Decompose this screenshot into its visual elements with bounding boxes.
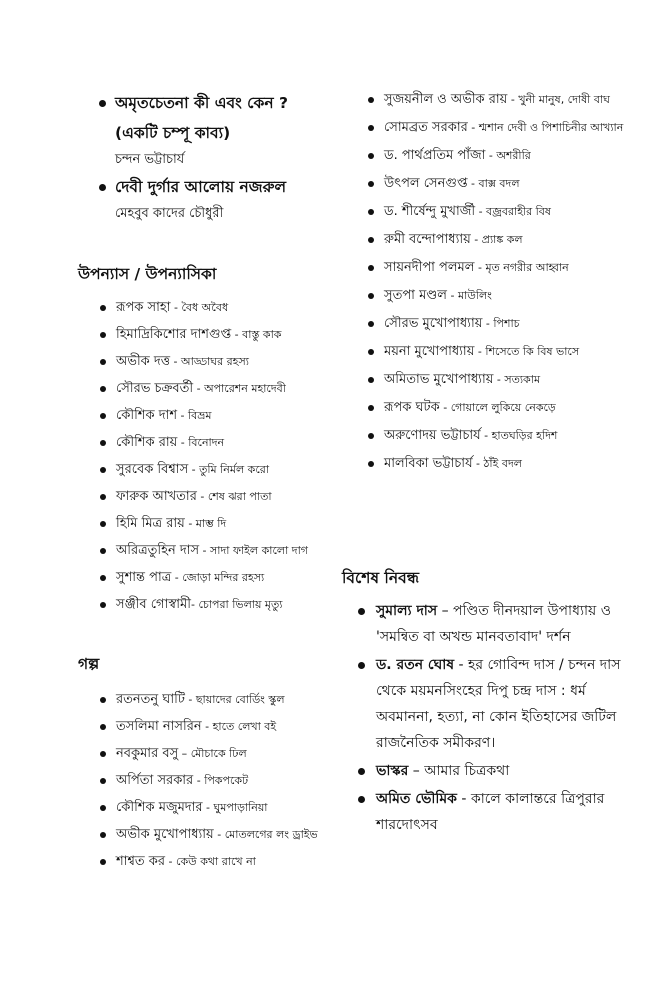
- featured-author: মেহবুব কাদের চৌধুরী: [115, 206, 224, 221]
- item-author: ভাস্কর: [376, 763, 409, 779]
- item-title: মাম্ভ দি: [195, 517, 227, 530]
- item-separator: -: [482, 317, 494, 330]
- list-item: [376, 652, 636, 756]
- item-title: ঠাঁই বদল: [483, 457, 522, 470]
- featured-item: [115, 172, 325, 226]
- novels-left-list: [116, 294, 328, 618]
- list-item: [116, 686, 328, 713]
- list-item: [116, 713, 328, 740]
- item-title: কেউ কথা রাখে না: [175, 855, 256, 868]
- item-separator: -: [454, 657, 468, 673]
- list-item: [384, 338, 644, 365]
- item-separator: -: [439, 401, 451, 414]
- item-title: প্র্যাঙ্ক কল: [481, 233, 523, 246]
- item-separator: -: [480, 429, 492, 442]
- item-author: অরিত্রতুহিন দাস: [116, 543, 200, 558]
- list-item: [384, 226, 644, 253]
- list-item: [384, 142, 644, 169]
- featured-title: অমৃতচেতনা কী এবং কেন ? (একটি চম্পূ কাব্য): [115, 94, 288, 142]
- item-author: কৌশিক দাশ: [116, 408, 178, 423]
- list-item: [116, 740, 328, 767]
- list-item: [116, 483, 328, 510]
- item-separator: -: [193, 774, 205, 787]
- item-title: সত্যকাম: [504, 373, 541, 386]
- item-separator: -: [170, 355, 181, 368]
- list-item: [384, 198, 644, 225]
- item-author: অর্পিতা সরকার: [116, 773, 194, 788]
- item-title: বৈধ অবৈধ: [181, 301, 229, 314]
- item-author: ড. শীর্ষেন্দু মুখার্জী: [384, 204, 476, 219]
- list-item: [384, 366, 644, 393]
- item-separator: -: [202, 801, 214, 814]
- item-separator: -: [475, 205, 487, 218]
- item-title: গোয়ালে লুকিয়ে নেকড়ে: [450, 401, 556, 414]
- item-title: তুমি নির্মল করো: [199, 463, 270, 476]
- item-author: মালবিকা ভট্টাচার্য: [384, 456, 473, 471]
- item-title: বাক্স বদল: [478, 177, 520, 190]
- item-separator: -: [177, 409, 188, 422]
- item-separator: -: [485, 149, 497, 162]
- list-item: [384, 394, 644, 421]
- item-author: অমিতাভ মুখোপাধ্যায়: [384, 372, 494, 387]
- item-title: হাতঘড়ির হদিশ: [491, 429, 558, 442]
- item-author: উৎপল সেনগুপ্ত: [384, 176, 468, 191]
- item-author: ফারুক আখতার: [116, 489, 197, 504]
- item-author: সুতপা মণ্ডল: [384, 288, 447, 303]
- item-separator: -: [171, 571, 183, 584]
- item-title: হাতে লেখা বই: [212, 720, 277, 733]
- list-item: [116, 537, 328, 564]
- item-title: অপারেশন মহাদেবী: [204, 382, 286, 395]
- featured-list: [115, 88, 325, 226]
- list-item: [384, 450, 644, 477]
- list-item: [384, 86, 644, 113]
- item-title: বিনোদন: [188, 436, 225, 449]
- item-title: অশরীরি: [496, 149, 531, 162]
- item-title: শেষ ঝরা পাতা: [207, 490, 272, 503]
- item-title: সাদা ফাইল কালো দাগ: [210, 544, 308, 557]
- stories-list: [116, 686, 328, 875]
- item-separator: –: [178, 747, 191, 760]
- item-separator: -: [165, 855, 176, 868]
- item-author: রতনতনু ঘাটি: [116, 692, 185, 707]
- item-author: সোমব্রত সরকার: [384, 120, 468, 135]
- list-item: [116, 402, 328, 429]
- item-author: সঞ্জীব গোস্বামী: [116, 597, 191, 612]
- item-title: পণ্ডিত দীনদয়াল উপাধ্যায় ও 'সমন্বিত বা অখন্ড মানবতাবাদ' দর্শন: [376, 603, 612, 645]
- list-item: [376, 786, 636, 838]
- item-title: মাউলিং: [457, 289, 492, 302]
- item-separator: -: [493, 373, 505, 386]
- section-heading-stories: গল্প: [78, 655, 100, 673]
- list-item: [116, 456, 328, 483]
- item-title: শিসেতে কি বিষ ভাসে: [485, 345, 580, 358]
- item-author: ড. পার্থপ্রতিম পাঁজা: [384, 148, 486, 163]
- item-title: আড্ডাঘর রহস্য: [181, 355, 249, 368]
- list-item: [384, 114, 644, 141]
- novels-right-list: [384, 86, 644, 478]
- section-heading-novels: উপন্যাস / উপন্যাসিকা: [78, 265, 217, 283]
- item-author: অভীক দত্ত: [116, 354, 171, 369]
- item-author: কৌশিক রায়: [116, 435, 178, 450]
- featured-item: [115, 88, 325, 172]
- special-list: [376, 598, 636, 840]
- item-title: কালে কালান্তরে ত্রিপুরার শারদোৎসব: [376, 791, 605, 833]
- item-separator: -: [474, 345, 486, 358]
- item-title: বজ্রবরাহীর বিষ: [486, 205, 551, 218]
- item-author: রুমী বন্দোপাধ্যায়: [384, 232, 471, 247]
- list-item: [116, 510, 328, 537]
- item-author: সায়নদীপা পলমল: [384, 260, 475, 275]
- item-author: রূপক সাহা: [116, 300, 171, 315]
- item-title: পিকপকেট: [204, 774, 249, 787]
- item-separator: -: [184, 693, 196, 706]
- item-author: অভীক মুখোপাধ্যায়: [116, 827, 214, 842]
- item-title: শ্মশান দেবী ও পিশাচিনীর আখ্যান: [478, 121, 624, 134]
- featured-author: চন্দন ভট্টাচার্য: [115, 152, 185, 167]
- list-item: [116, 294, 328, 321]
- list-item: [384, 254, 644, 281]
- list-item: [384, 170, 644, 197]
- list-item: [384, 310, 644, 337]
- item-title: মৃত নগরীর আহ্বান: [485, 261, 569, 274]
- list-item: [116, 348, 328, 375]
- item-separator: -: [193, 382, 205, 395]
- featured-title: দেবী দুর্গার আলোয় নজরুল: [115, 178, 287, 196]
- item-author: সুমাল্য দাস: [376, 603, 438, 619]
- item-separator: -: [177, 436, 189, 449]
- list-item: [116, 767, 328, 794]
- item-separator: -: [184, 517, 196, 530]
- item-title: ছায়াদের বোর্ডিং স্কুল: [195, 693, 285, 706]
- list-item: [376, 598, 636, 650]
- item-separator: -: [188, 463, 200, 476]
- item-title: আমার চিত্রকথা: [424, 763, 510, 779]
- list-item: [116, 564, 328, 591]
- item-title: ঘুমপাড়ানিয়া: [213, 801, 268, 814]
- list-item: [116, 794, 328, 821]
- item-author: শাশ্বত কর: [116, 854, 166, 869]
- item-author: নবকুমার বসু: [116, 746, 179, 761]
- item-author: সুশান্ত পাত্র: [116, 570, 172, 585]
- item-separator: -: [201, 720, 213, 733]
- item-separator: -: [199, 544, 211, 557]
- list-item: [384, 422, 644, 449]
- item-author: অরুণোদয় ভট্টাচার্য: [384, 428, 481, 443]
- item-author: কৌশিক মজুমদার: [116, 800, 203, 815]
- list-item: [376, 758, 636, 784]
- item-title: বাস্তু কাক: [242, 328, 282, 341]
- item-separator: -: [447, 289, 458, 302]
- item-separator: -: [474, 261, 486, 274]
- section-heading-special: বিশেষ নিবন্ধ: [342, 569, 419, 587]
- item-author: সুজয়নীল ও অভীক রায়: [384, 92, 508, 107]
- list-item: [116, 429, 328, 456]
- item-separator: –: [437, 603, 454, 619]
- item-separator: –: [408, 763, 425, 779]
- item-author: ময়না মুখোপাধ্যায়: [384, 344, 475, 359]
- item-separator: -: [190, 598, 199, 611]
- item-author: হিমাদ্রিকিশোর দাশগুপ্ত: [116, 327, 232, 342]
- item-title: বিভ্রম: [188, 409, 212, 422]
- item-author: সুরবেক বিশ্বাস: [116, 462, 189, 477]
- item-title: খুনী মানুষ, দোষী বাঘ: [518, 93, 610, 106]
- item-title: হর গোবিন্দ দাস / চন্দন দাস থেকে ময়মনসিংহের দিপু চন্দ্র দাস : ধর্ম অবমাননা, হত্যা, না কোন ইতিহাসের জটিল রাজনৈতিক সমীকরণ।: [376, 657, 621, 751]
- item-author: হিমি মিত্র রায়: [116, 516, 185, 531]
- item-title: পিশাচ: [493, 317, 520, 330]
- item-author: অমিত ভৌমিক: [376, 791, 457, 807]
- list-item: [116, 375, 328, 402]
- item-author: সৌরভ মুখোপাধ্যায়: [384, 316, 483, 331]
- item-author: ড. রতন ঘোষ: [376, 657, 455, 673]
- item-title: জোড়া মন্দির রহস্য: [182, 571, 265, 584]
- item-separator: -: [196, 490, 208, 503]
- item-author: রূপক ঘটক: [384, 400, 440, 415]
- item-title: মৌচাকে ঢিল: [190, 747, 247, 760]
- item-separator: -: [467, 121, 479, 134]
- item-separator: -: [467, 177, 479, 190]
- list-item: [116, 321, 328, 348]
- list-item: [116, 821, 328, 848]
- item-separator: -: [470, 233, 482, 246]
- item-separator: -: [456, 791, 471, 807]
- item-title: মোতলগের লং ড্রাইভ: [224, 828, 318, 841]
- item-separator: -: [213, 828, 225, 841]
- list-item: [384, 282, 644, 309]
- item-separator: -: [170, 301, 182, 314]
- item-author: সৌরভ চক্রবর্তী: [116, 381, 194, 396]
- item-separator: -: [507, 93, 519, 106]
- item-separator: -: [231, 328, 243, 341]
- item-separator: -: [472, 457, 484, 470]
- item-title: চোপরা ভিলায় মৃত্যু: [198, 598, 283, 611]
- list-item: [116, 848, 328, 875]
- item-author: তসলিমা নাসরিন: [116, 719, 202, 734]
- list-item: [116, 591, 328, 618]
